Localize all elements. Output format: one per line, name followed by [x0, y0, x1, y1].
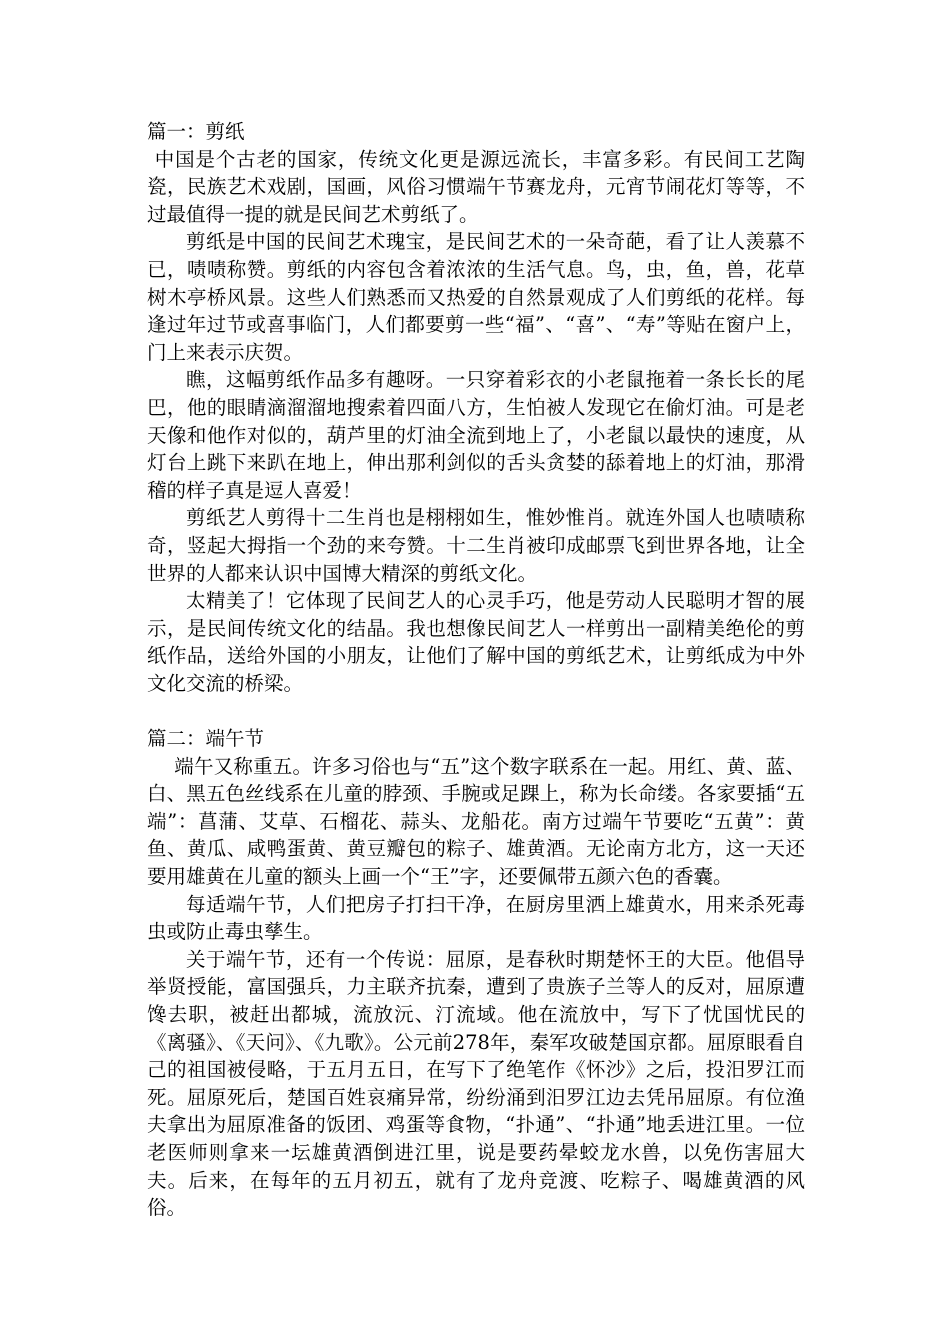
- paragraph: 每适端午节，人们把房子打扫干净，在厨房里洒上雄黄水，用来杀死毒虫或防止毒虫孳生。: [147, 892, 805, 944]
- section-title-paper-cutting: 篇一：剪纸: [147, 120, 245, 143]
- paragraph: 剪纸是中国的民间艺术瑰宝，是民间艺术的一朵奇葩，看了让人羡慕不已，啧啧称赞。剪纸的内容包含着浓浓的生活气息。鸟，虫，鱼，兽，花草树木亭桥风景。这些人们熟悉而又热爱的自然景观成了人们剪纸的花样。每逢过年过节或喜事临门，人们都要剪一些“福”、“喜”、“寿”等贴在窗户上，门上来表示庆贺。: [147, 230, 805, 364]
- paragraph: 关于端午节，还有一个传说：屈原，是春秋时期楚怀王的大臣。他倡导举贤授能，富国强兵，力主联齐抗秦，遭到了贵族子兰等人的反对，屈原遭馋去职，被赶出都城，流放沅、汀流域。他在流放中，写下了忧国忧民的《离骚》、《天问》、《九歌》。公元前278年，秦军攻破楚国京都。屈原眼看自己的祖国被侵略，于五月五日，在写下了绝笔作《怀沙》之后，投汨罗江而死。屈原死后，楚国百姓哀痛异常，纷纷涌到汨罗江边去凭吊屈原。有位渔夫拿出为屈原准备的饭团、鸡蛋等食物，“扑通”、“扑通”地丢进江里。一位老医师则拿来一坛雄黄酒倒进江里，说是要药晕蛟龙水兽，以免伤害屈大夫。后来，在每年的五月初五，就有了龙舟竞渡、吃粽子、喝雄黄酒的风俗。: [147, 947, 805, 1220]
- paragraph: 剪纸艺人剪得十二生肖也是栩栩如生，惟妙惟肖。就连外国人也啧啧称奇，竖起大拇指一个劲的来夸赞。十二生肖被印成邮票飞到世界各地，让全世界的人都来认识中国博大精深的剪纸文化。: [147, 506, 805, 585]
- paragraph: 端午又称重五。许多习俗也与“五”这个数字联系在一起。用红、黄、蓝、白、黑五色丝线系在儿童的脖颈、手腕或足踝上，称为长命缕。各家要插“五端”：菖蒲、艾草、石榴花、蒜头、龙船花。南方过端午节要吃“五黄”：黄鱼、黄瓜、咸鸭蛋黄、黄豆瓣包的粽子、雄黄酒。无论南方北方，这一天还要用雄黄在儿童的额头上画一个“王”字，还要佩带五颜六色的香囊。: [147, 754, 805, 889]
- section-dragon-boat: [147, 725, 805, 1222]
- paragraph: 瞧，这幅剪纸作品多有趣呀。一只穿着彩衣的小老鼠拖着一条长长的尾巴，他的眼睛滴溜溜地搜索着四面八方，生怕被人发现它在偷灯油。可是老天像和他作对似的，葫芦里的灯油全流到地上了，小老鼠以最快的速度，从灯台上跳下来趴在地上，伸出那利剑似的舌头贪婪的舔着地上的灯油，那滑稽的样子真是逗人喜爱！: [147, 368, 805, 502]
- paragraph: 中国是个古老的国家，传统文化更是源远流长，丰富多彩。有民间工艺陶瓷，民族艺术戏剧，国画，风俗习惯端午节赛龙舟，元宵节闹花灯等等，不过最值得一提的就是民间艺术剪纸了。: [147, 147, 805, 226]
- paragraph: 太精美了！它体现了民间艺人的心灵手巧，他是劳动人民聪明才智的展示，是民间传统文化的结晶。我也想像民间艺人一样剪出一副精美绝伦的剪纸作品，送给外国的小朋友，让他们了解中国的剪纸艺术，让剪纸成为中外文化交流的桥梁。: [147, 589, 805, 695]
- document-page: [147, 118, 805, 1222]
- section-spacer: [147, 697, 805, 725]
- section-paper-cutting: [147, 118, 805, 697]
- section-title-dragon-boat: 篇二：端午节: [147, 727, 265, 751]
